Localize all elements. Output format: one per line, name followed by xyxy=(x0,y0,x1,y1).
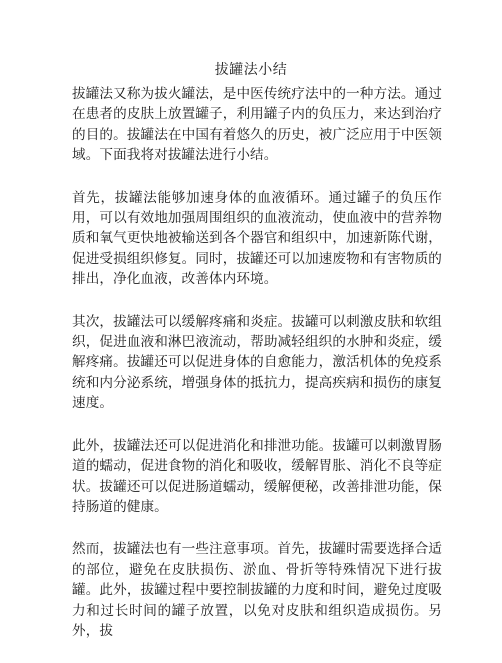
paragraph-pain-relief: 其次，拔罐法可以缓解疼痛和炎症。拔罐可以刺激皮肤和软组织，促进血液和淋巴液流动，帮助减轻组织的水肿和炎症，缓解疼痛。拔罐还可以促进身体的自愈能力，激活机体的免疫系统和内分泌系统，增强身体的抵抗力，提高疾病和损伤的康复速度。 xyxy=(72,313,442,412)
paragraph-digestion: 此外，拔罐法还可以促进消化和排泄功能。拔罐可以刺激胃肠道的蠕动，促进食物的消化和吸收，缓解胃胀、消化不良等症状。拔罐还可以促进肠道蠕动，缓解便秘，改善排泄功能，保持肠道的健康。 xyxy=(72,437,442,515)
document-title: 拔罐法小结 xyxy=(214,62,288,78)
paragraph-intro: 拔罐法又称为拔火罐法，是中医传统疗法中的一种方法。通过在患者的皮肤上放置罐子，利用罐子内的负压力，来达到治疗的目的。拔罐法在中国有着悠久的历史，被广泛应用于中医领域。下面我将对拔罐法进行小结。 xyxy=(72,86,442,164)
paragraph-blood-circulation: 首先，拔罐法能够加速身体的血液循环。通过罐子的负压作用，可以有效地加强周围组织的血液流动，使血液中的营养物质和氧气更快地被输送到各个器官和组织中，加速新陈代谢，促进受损组织修复。同时，拔罐还可以加速废物和有害物质的排出，净化血液，改善体内环境。 xyxy=(72,189,442,288)
document-body xyxy=(72,84,442,663)
paragraph-precautions: 然而，拔罐法也有一些注意事项。首先，拔罐时需要选择合适的部位，避免在皮肤损伤、淤血、骨折等特殊情况下进行拔罐。此外，拔罐过程中要控制拔罐的力度和时间，避免过度吸力和过长时间的罐子放置，以免对皮肤和组织造成损伤。另外，拔 xyxy=(72,541,442,639)
